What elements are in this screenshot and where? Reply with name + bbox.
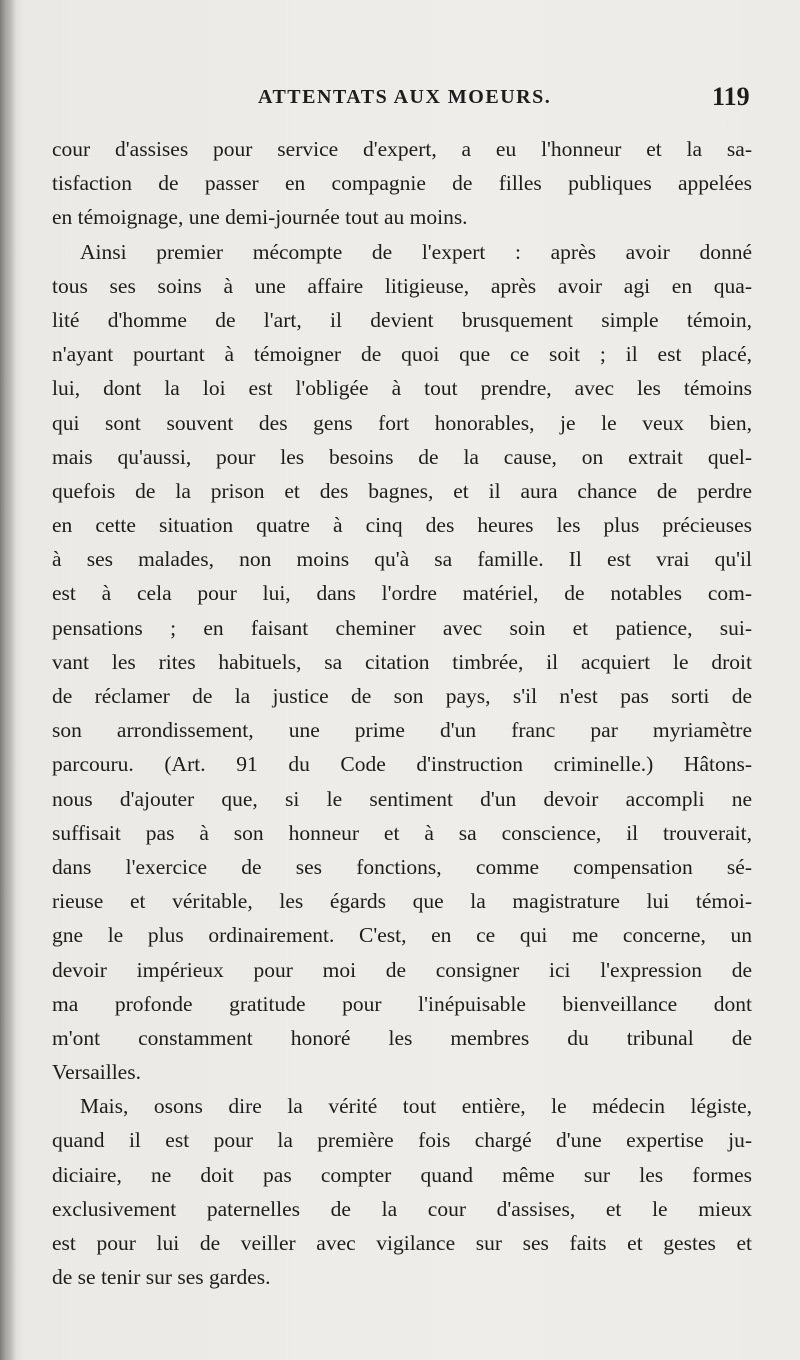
text-line: mais qu'aussi, pour les besoins de la cause, on extrait quel- bbox=[52, 444, 752, 469]
text-line: diciaire, ne doit pas compter quand même sur les formes bbox=[52, 1162, 752, 1187]
text-line: Versailles. bbox=[52, 1060, 141, 1085]
text-line: est pour lui de veiller avec vigilance sur ses faits et gestes et bbox=[52, 1231, 752, 1255]
text-line: lité d'homme de l'art, il devient brusquement simple témoin, bbox=[52, 307, 752, 332]
text-line: Mais, osons dire la vérité tout entière, le médecin légiste, bbox=[80, 1094, 752, 1119]
text-line: rieuse et véritable, les égards que la magistrature lui témoi- bbox=[52, 889, 752, 914]
text-line: qui sont souvent des gens fort honorables, je le veux bien, bbox=[52, 410, 752, 435]
text-line: est à cela pour lui, dans l'ordre matériel, de notables com- bbox=[52, 581, 752, 606]
text-line: quand il est pour la première fois chargé d'une expertise ju- bbox=[52, 1128, 752, 1153]
body-text bbox=[52, 132, 752, 1294]
text-line: vant les rites habituels, sa citation timbrée, il acquiert le droit bbox=[52, 649, 752, 674]
text-line: dans l'exercice de ses fonctions, comme compensation sé- bbox=[52, 854, 752, 879]
page-number: 119 bbox=[712, 82, 750, 111]
text-line: pensations ; en faisant cheminer avec soin et patience, sui- bbox=[52, 615, 752, 640]
text-line: devoir impérieux pour moi de consigner ici l'expression de bbox=[52, 957, 752, 982]
text-line: Ainsi premier mécompte de l'expert : après avoir donné bbox=[80, 239, 752, 264]
text-line: ma profonde gratitude pour l'inépuisable bienveillance dont bbox=[52, 991, 752, 1016]
text-line: son arrondissement, une prime d'un franc par myriamètre bbox=[52, 718, 752, 743]
text-line: de réclamer de la justice de son pays, s'il n'est pas sorti de bbox=[52, 684, 752, 708]
text-line: tisfaction de passer en compagnie de filles publiques appelées bbox=[52, 171, 752, 196]
text-line: m'ont constamment honoré les membres du tribunal de bbox=[52, 1025, 752, 1050]
text-line: à ses malades, non moins qu'à sa famille. Il est vrai qu'il bbox=[52, 547, 752, 572]
text-line: n'ayant pourtant à témoigner de quoi que ce soit ; il est placé, bbox=[52, 342, 752, 367]
text-line: tous ses soins à une affaire litigieuse, après avoir agi en qua- bbox=[52, 273, 752, 298]
text-line: de se tenir sur ses gardes. bbox=[52, 1265, 271, 1290]
running-title: ATTENTATS AUX MOEURS. bbox=[258, 86, 552, 108]
text-line: quefois de la prison et des bagnes, et il aura chance de perdre bbox=[52, 478, 752, 503]
text-line: nous d'ajouter que, si le sentiment d'un devoir accompli ne bbox=[52, 786, 752, 811]
text-line: en cette situation quatre à cinq des heures les plus précieuses bbox=[52, 513, 752, 538]
text-line: suffisait pas à son honneur et à sa conscience, il trouverait, bbox=[52, 820, 752, 845]
text-line: exclusivement paternelles de la cour d'assises, et le mieux bbox=[52, 1196, 752, 1221]
page-gutter-shadow bbox=[0, 0, 16, 1360]
text-line: lui, dont la loi est l'obligée à tout prendre, avec les témoins bbox=[52, 376, 752, 401]
text-line: cour d'assises pour service d'expert, a eu l'honneur et la sa- bbox=[52, 137, 752, 161]
text-line: parcouru. (Art. 91 du Code d'instruction criminelle.) Hâtons- bbox=[52, 752, 752, 777]
page-header bbox=[0, 82, 800, 116]
text-line: gne le plus ordinairement. C'est, en ce qui me concerne, un bbox=[52, 923, 752, 948]
text-line: en témoignage, une demi-journée tout au moins. bbox=[52, 205, 468, 230]
